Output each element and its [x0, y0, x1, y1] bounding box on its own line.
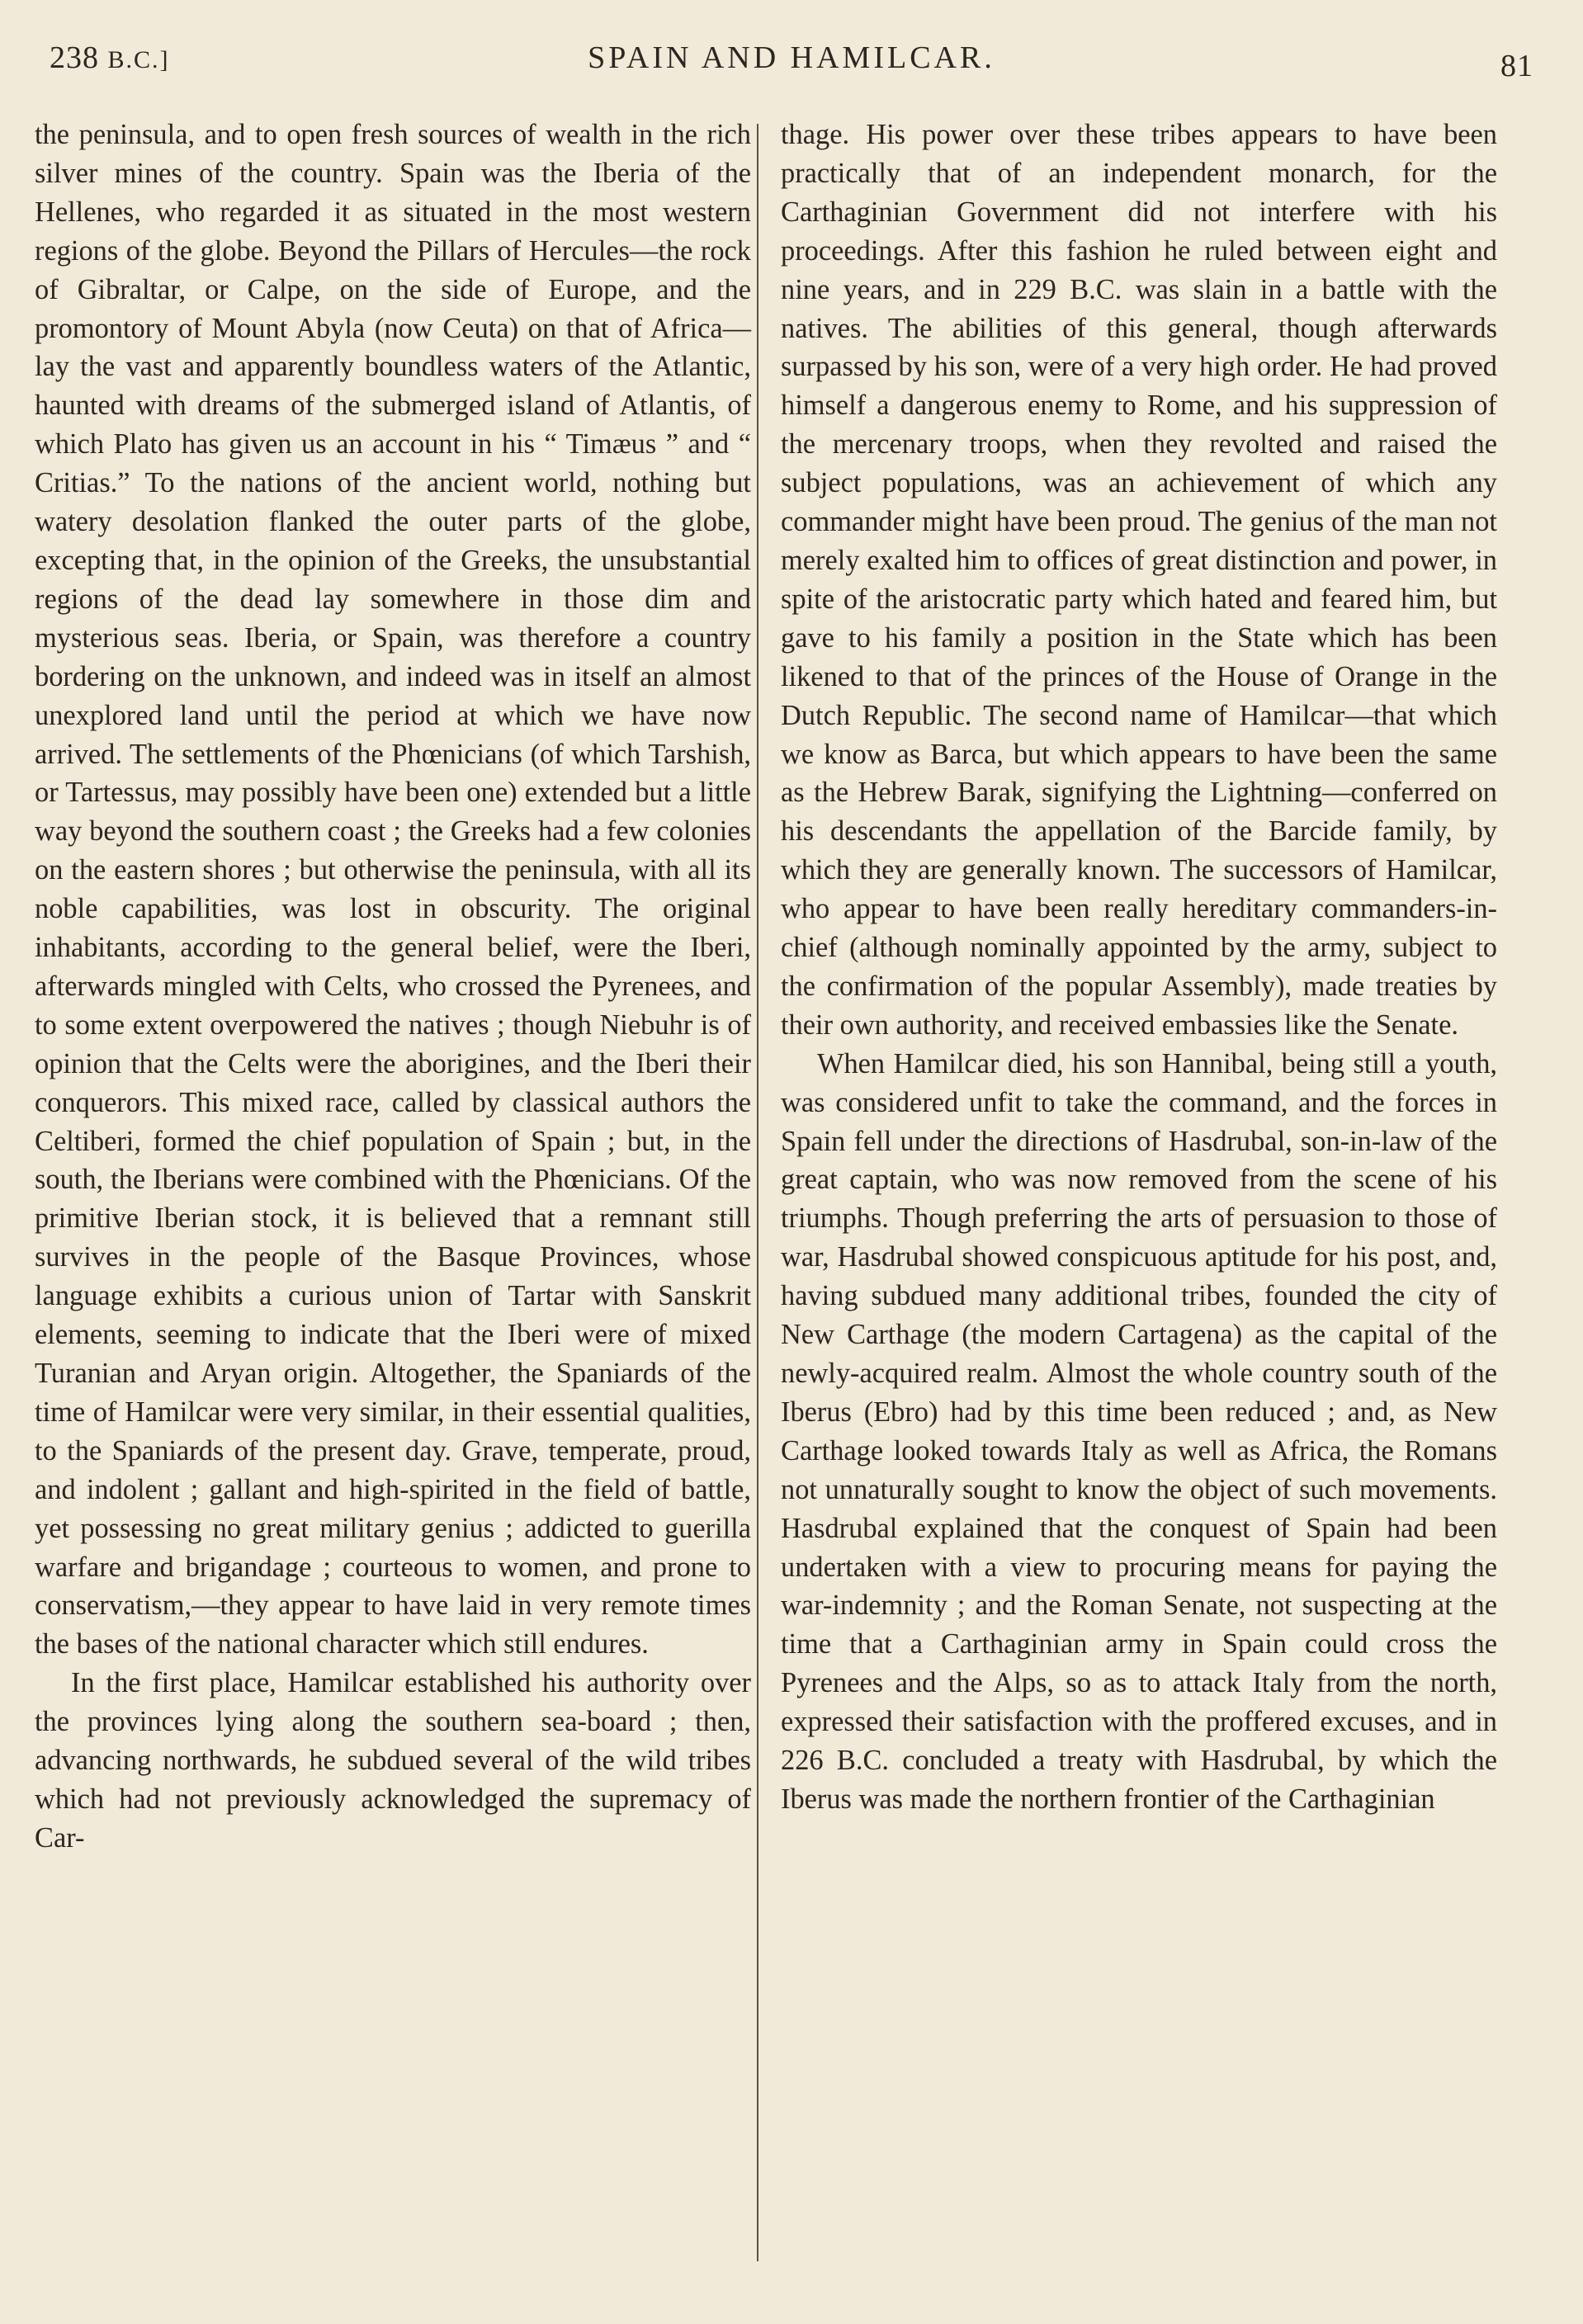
running-head-title: SPAIN AND HAMILCAR.	[588, 40, 995, 75]
paragraph: thage. His power over these tribes appears to have been practically that of an independent monarch, for the Carthaginian Government did not interfere with his proceedings. After this fashion he ruled between eight and nine years, and in 229 B.C. was slain in a battle with the natives. The abilities of this general, though afterwards surpassed by his son, were of a very high order. He had proved himself a dangerous enemy to Rome, and his suppression of the mercenary troops, when they revolted and raised the subject populations, was an achievement of which any commander might have been proud. The genius of the man not merely exalted him to offices of great distinction and power, in spite of the aristocratic party which hated and feared him, but gave to his family a position in the State which has been likened to that of the princes of the House of Orange in the Dutch Republic. The second name of Hamilcar—that which we know as Barca, but which appears to have been the same as the Hebrew Barak, signifying the Lightning—conferred on his descendants the appellation of the Barcide family, by which they are generally known. The successors of Hamilcar, who appear to have been really hereditary commanders-in-chief (although nominally appointed by the army, subject to the confirmation of the popular Assembly), made treaties by their own authority, and received embassies like the Senate.	[781, 119, 1497, 1041]
paragraph: When Hamilcar died, his son Hannibal, being still a youth, was considered unfit to take the command, and the forces in Spain fell under the directions of Hasdrubal, son-in-law of the great captain, who was now removed from the scene of his triumphs. Though preferring the arts of persuasion to those of war, Hasdrubal showed conspicuous aptitude for his post, and, having subdued many additional tribes, founded the city of New Carthage (the modern Cartagena) as the capital of the newly-acquired realm. Almost the whole country south of the Iberus (Ebro) had by this time been reduced ; and, as New Carthage looked towards Italy as well as Africa, the Romans not unnaturally sought to know the object of such movements. Hasdrubal explained that the conquest of Spain had been undertaken with a view to procuring means for paying the war-indemnity ; and the Roman Senate, not suspecting at the time that a Carthaginian army in Spain could cross the Pyrenees and the Alps, so as to attack Italy from the north, expressed their satisfaction with the proffered excuses, and in 226 B.C. concluded a treaty with Hasdrubal, by which the Iberus was made the northern frontier of the Carthaginian	[781, 1047, 1497, 1815]
column-divider	[757, 124, 758, 2261]
page-number: 81	[1500, 49, 1533, 83]
left-column	[35, 116, 751, 1858]
running-head	[50, 40, 1533, 89]
right-column	[781, 116, 1497, 1819]
running-head-era: B.C.]	[107, 46, 170, 73]
running-head-year: 238	[50, 40, 99, 75]
paragraph: the peninsula, and to open fresh sources of wealth in the rich silver mines of the country. Spain was the Iberia of the Hellenes, who regarded it as situated in the most western regions of the globe. Beyond the Pillars of Hercules—the rock of Gibraltar, or Calpe, on the side of Europe, and the promontory of Mount Abyla (now Ceuta) on that of Africa—lay the vast and apparently boundless waters of the Atlantic, haunted with dreams of the submerged island of Atlantis, of which Plato has given us an account in his “ Timæus ” and “ Critias.” To the nations of the ancient world, nothing but watery desolation flanked the outer parts of the globe, excepting that, in the opinion of the Greeks, the unsubstantial regions of the dead lay somewhere in those dim and mysterious seas. Iberia, or Spain, was therefore a country bordering on the unknown, and indeed was in itself an almost unexplored land until the period at which we have now arrived. The settlements of the Phœnicians (of which Tarshish, or Tartessus, may possibly have been one) extended but a little way beyond the southern coast ; the Greeks had a few colonies on the eastern shores ; but otherwise the peninsula, with all its noble capabilities, was lost in obscurity. The original inhabitants, according to the general belief, were the Iberi, afterwards mingled with Celts, who crossed the Pyrenees, and to some extent overpowered the natives ; though Niebuhr is of opinion that the Celts were the aborigines, and the Iberi their conquerors. This mixed race, called by classical authors the Celtiberi, formed the chief population of Spain ; but, in the south, the Iberians were combined with the Phœnicians. Of the primitive Iberian stock, it is believed that a remnant still survives in the people of the Basque Provinces, whose language exhibits a curious union of Tartar with Sanskrit elements, seeming to indicate that the Iberi were of mixed Turanian and Aryan origin. Altogether, the Spaniards of the time of Hamilcar were very similar, in their essential qualities, to the Spaniards of the present day. Grave, temperate, proud, and indolent ; gallant and high-spirited in the field of battle, yet possessing no great military genius ; addicted to guerilla warfare and brigandage ; courteous to women, and prone to conservatism,—they appear to have laid in very remote times the bases of the national character which still endures.	[35, 119, 751, 1660]
paragraph: In the first place, Hamilcar established his authority over the provinces lying along the southern sea-board ; then, advancing northwards, he subdued several of the wild tribes which had not previously acknowledged the supremacy of Car-	[35, 1667, 751, 1854]
